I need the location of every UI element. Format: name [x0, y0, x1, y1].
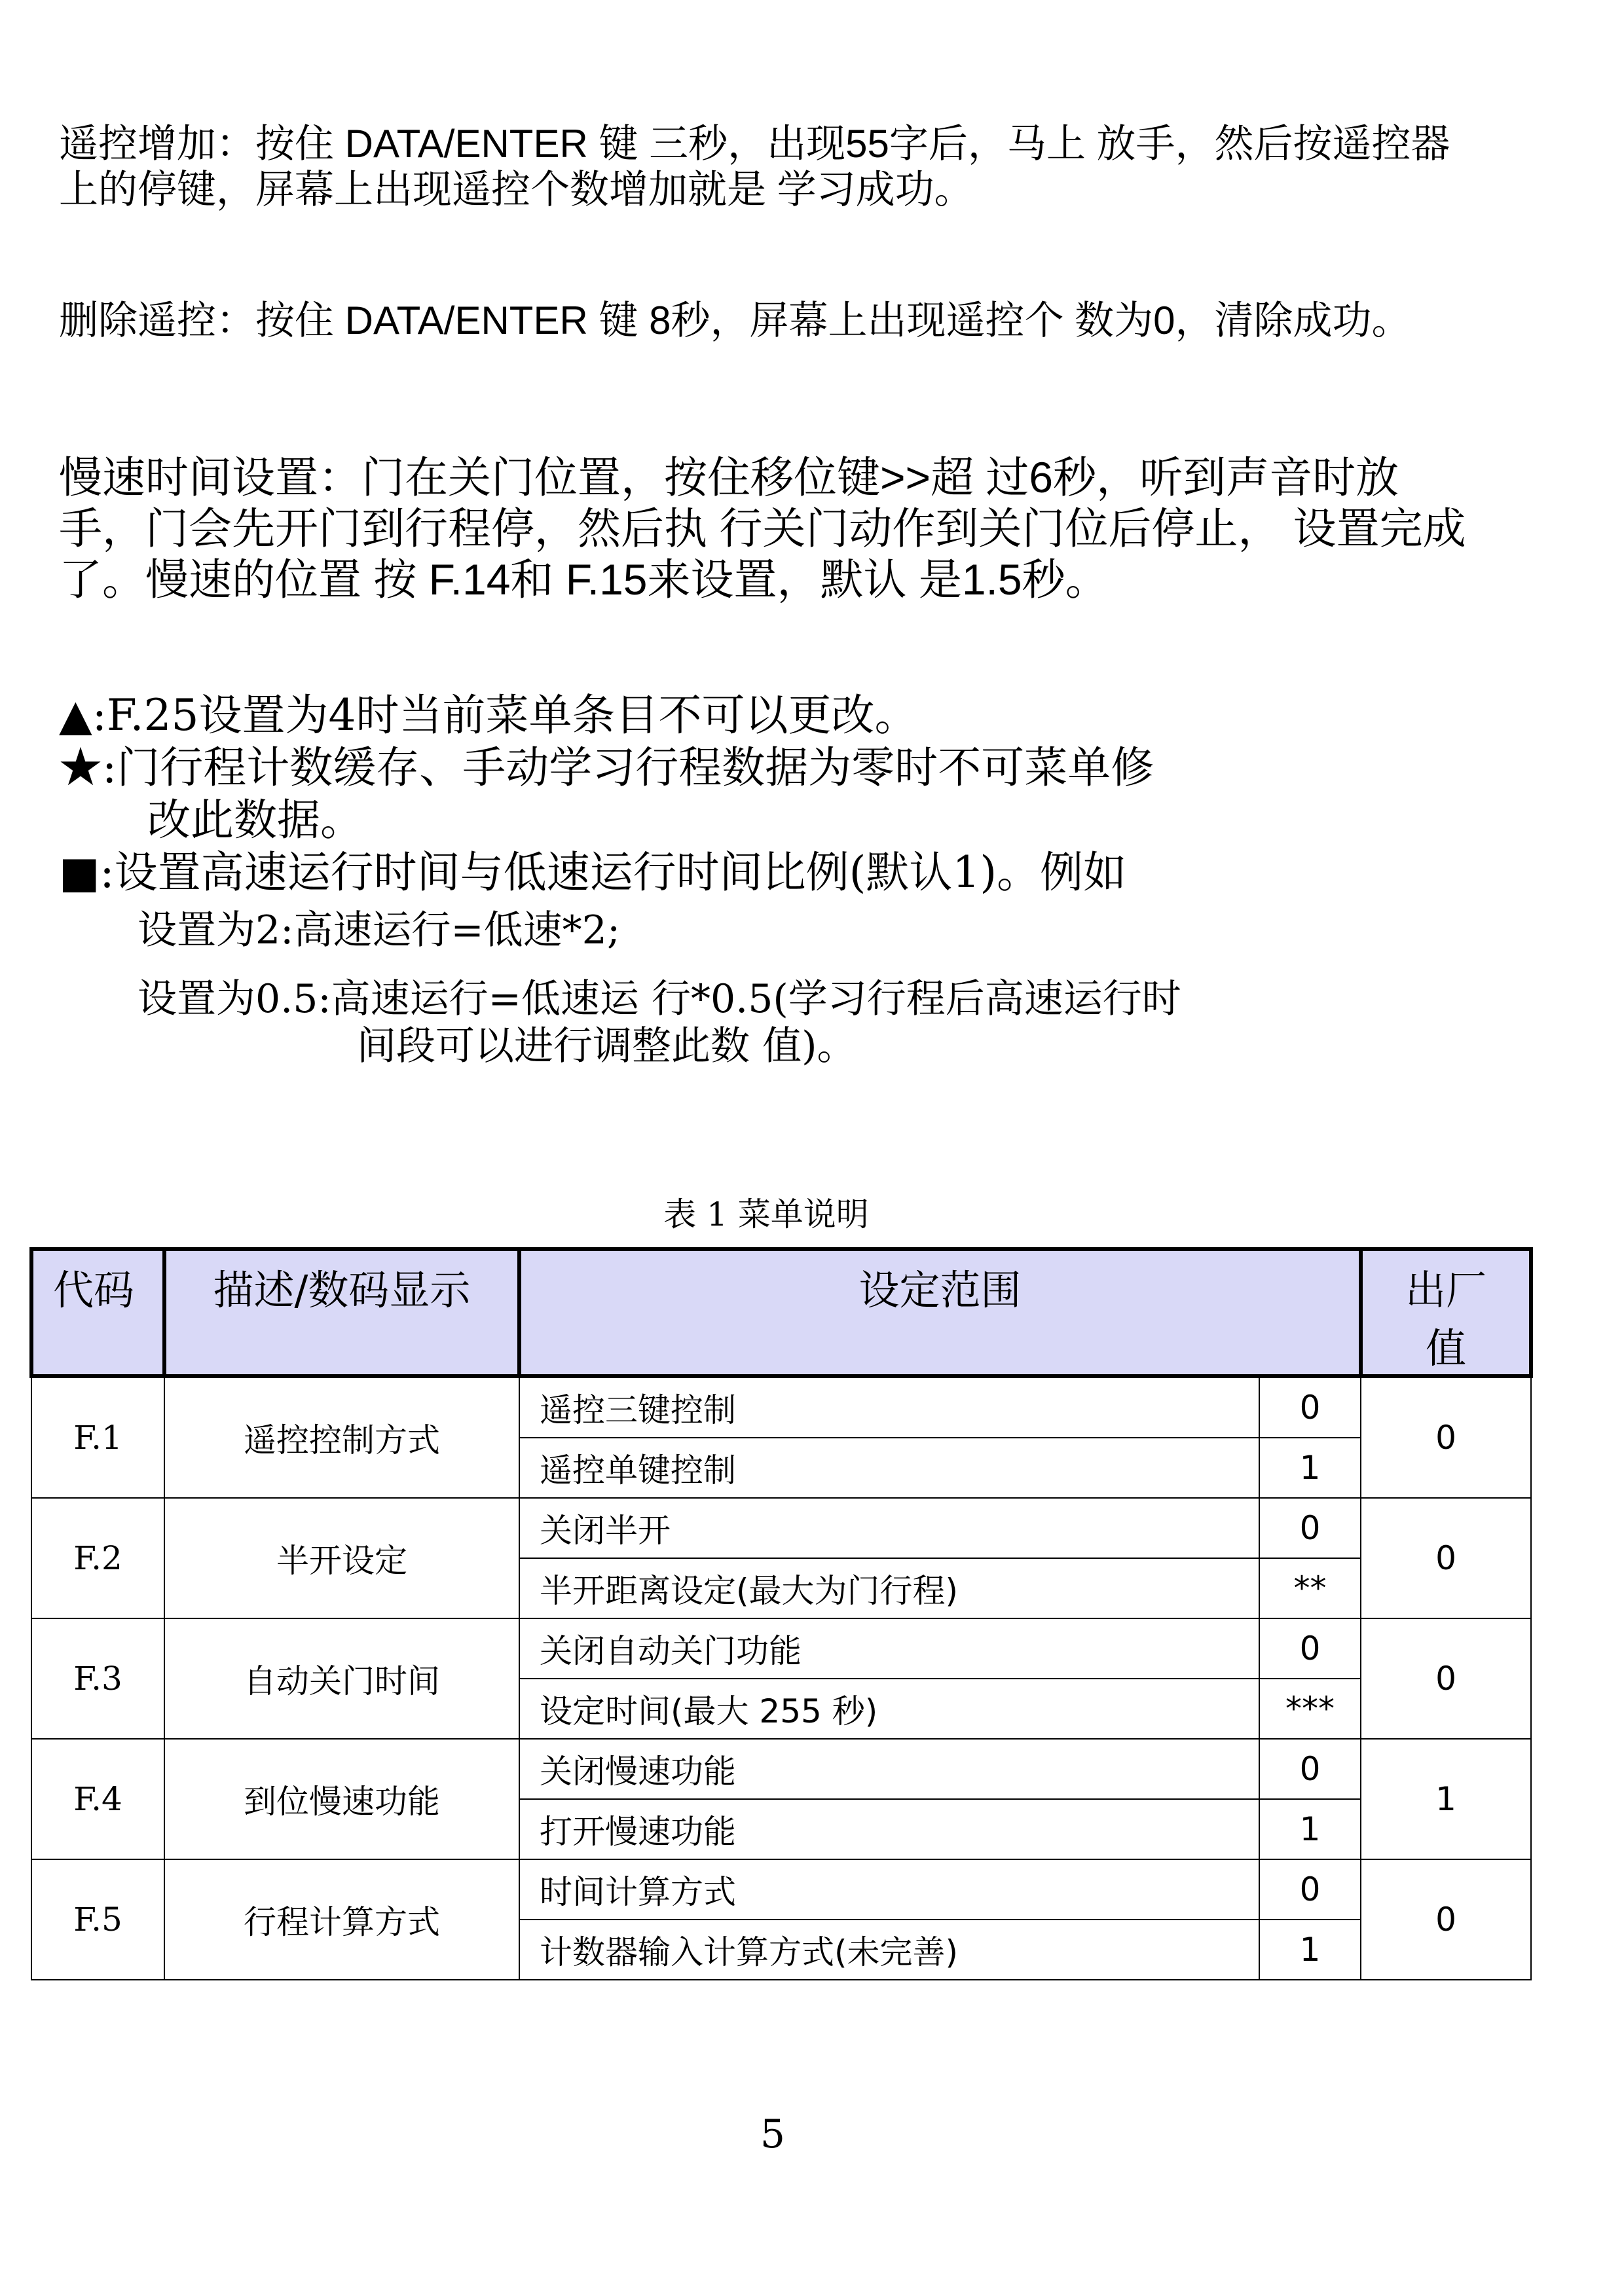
slow-time-paragraph: 慢速时间设置：门在关门位置，按住移位键>>超 过6秒，听到声音时放手，门会先开门到行程停，然后执 行关门动作到关门位后停止， 设置完成了。慢速的位置 按 F.14和 F.15来设置，默认 是1.5秒。 [59, 453, 1466, 604]
table-row [31, 1618, 1531, 1679]
note-square-line1: ■:设置高速运行时间与低速运行时间比例(默认1)。例如 [59, 847, 1127, 898]
option-label: 关闭自动关门功能 [519, 1618, 1259, 1679]
option-value: ** [1259, 1558, 1361, 1618]
header-desc: 描述/数码显示 [164, 1249, 519, 1376]
option-value: 1 [1259, 1438, 1361, 1498]
note-triangle: ▲:F.25设置为4时当前菜单条目不可以更改。 [59, 690, 918, 740]
row-desc: 自动关门时间 [164, 1618, 519, 1739]
option-label: 关闭慢速功能 [519, 1739, 1259, 1799]
option-value: 0 [1259, 1859, 1361, 1920]
table-header-row [31, 1249, 1531, 1376]
remote-add-paragraph: 遥控增加：按住 DATA/ENTER 键 三秒，出现55字后，马上 放手，然后按遥控器上的停键，屏幕上出现遥控个数增加就是 学习成功。 [59, 122, 1450, 211]
table-row [31, 1498, 1531, 1558]
header-default-line2: 值 [1426, 1324, 1467, 1372]
menu-table [29, 1247, 1533, 1980]
option-label: 关闭半开 [519, 1498, 1259, 1558]
option-label: 时间计算方式 [519, 1859, 1259, 1920]
note-star-line1: ★:门行程计数缓存、手动学习行程数据为零时不可菜单修 [59, 742, 1154, 793]
table-row [31, 1859, 1531, 1920]
row-default: 1 [1361, 1739, 1531, 1859]
option-value: 0 [1259, 1376, 1361, 1438]
option-value: 1 [1259, 1799, 1361, 1859]
row-desc: 遥控控制方式 [164, 1376, 519, 1498]
table-caption: 表 1 菜单说明 [663, 1195, 869, 1233]
option-label: 计数器输入计算方式(未完善) [519, 1920, 1259, 1980]
option-label: 遥控单键控制 [519, 1438, 1259, 1498]
row-desc: 到位慢速功能 [164, 1739, 519, 1859]
note-square-line3: 设置为0.5:高速运行=低速运 行*0.5(学习行程后高速运行时 [138, 976, 1181, 1022]
row-desc: 行程计算方式 [164, 1859, 519, 1980]
option-label: 打开慢速功能 [519, 1799, 1259, 1859]
row-default: 0 [1361, 1618, 1531, 1739]
option-value: 0 [1259, 1618, 1361, 1679]
option-label: 遥控三键控制 [519, 1376, 1259, 1438]
option-value: 0 [1259, 1739, 1361, 1799]
page-number: 5 [760, 2111, 786, 2157]
row-code: F.1 [31, 1376, 164, 1498]
note-square-line4: 间段可以进行调整此数 值)。 [357, 1023, 857, 1069]
note-square-line2: 设置为2:高速运行=低速*2; [138, 907, 621, 953]
row-default: 0 [1361, 1498, 1531, 1618]
header-default-line1: 出厂 [1405, 1266, 1487, 1314]
header-default [1361, 1249, 1531, 1376]
table-row [31, 1739, 1531, 1799]
table-row [31, 1376, 1531, 1438]
row-code: F.3 [31, 1618, 164, 1739]
row-code: F.2 [31, 1498, 164, 1618]
note-star-line2: 改此数据。 [147, 795, 363, 845]
option-value: 0 [1259, 1498, 1361, 1558]
row-code: F.4 [31, 1739, 164, 1859]
row-desc: 半开设定 [164, 1498, 519, 1618]
row-default: 0 [1361, 1376, 1531, 1498]
row-code: F.5 [31, 1859, 164, 1980]
option-value: *** [1259, 1679, 1361, 1739]
remote-delete-paragraph: 删除遥控：按住 DATA/ENTER 键 8秒，屏幕上出现遥控个 数为0，清除成功。 [59, 299, 1411, 342]
row-default: 0 [1361, 1859, 1531, 1980]
option-value: 1 [1259, 1920, 1361, 1980]
option-label: 设定时间(最大 255 秒) [519, 1679, 1259, 1739]
option-label: 半开距离设定(最大为门行程) [519, 1558, 1259, 1618]
header-range: 设定范围 [519, 1249, 1361, 1376]
header-code: 代码 [31, 1249, 164, 1376]
